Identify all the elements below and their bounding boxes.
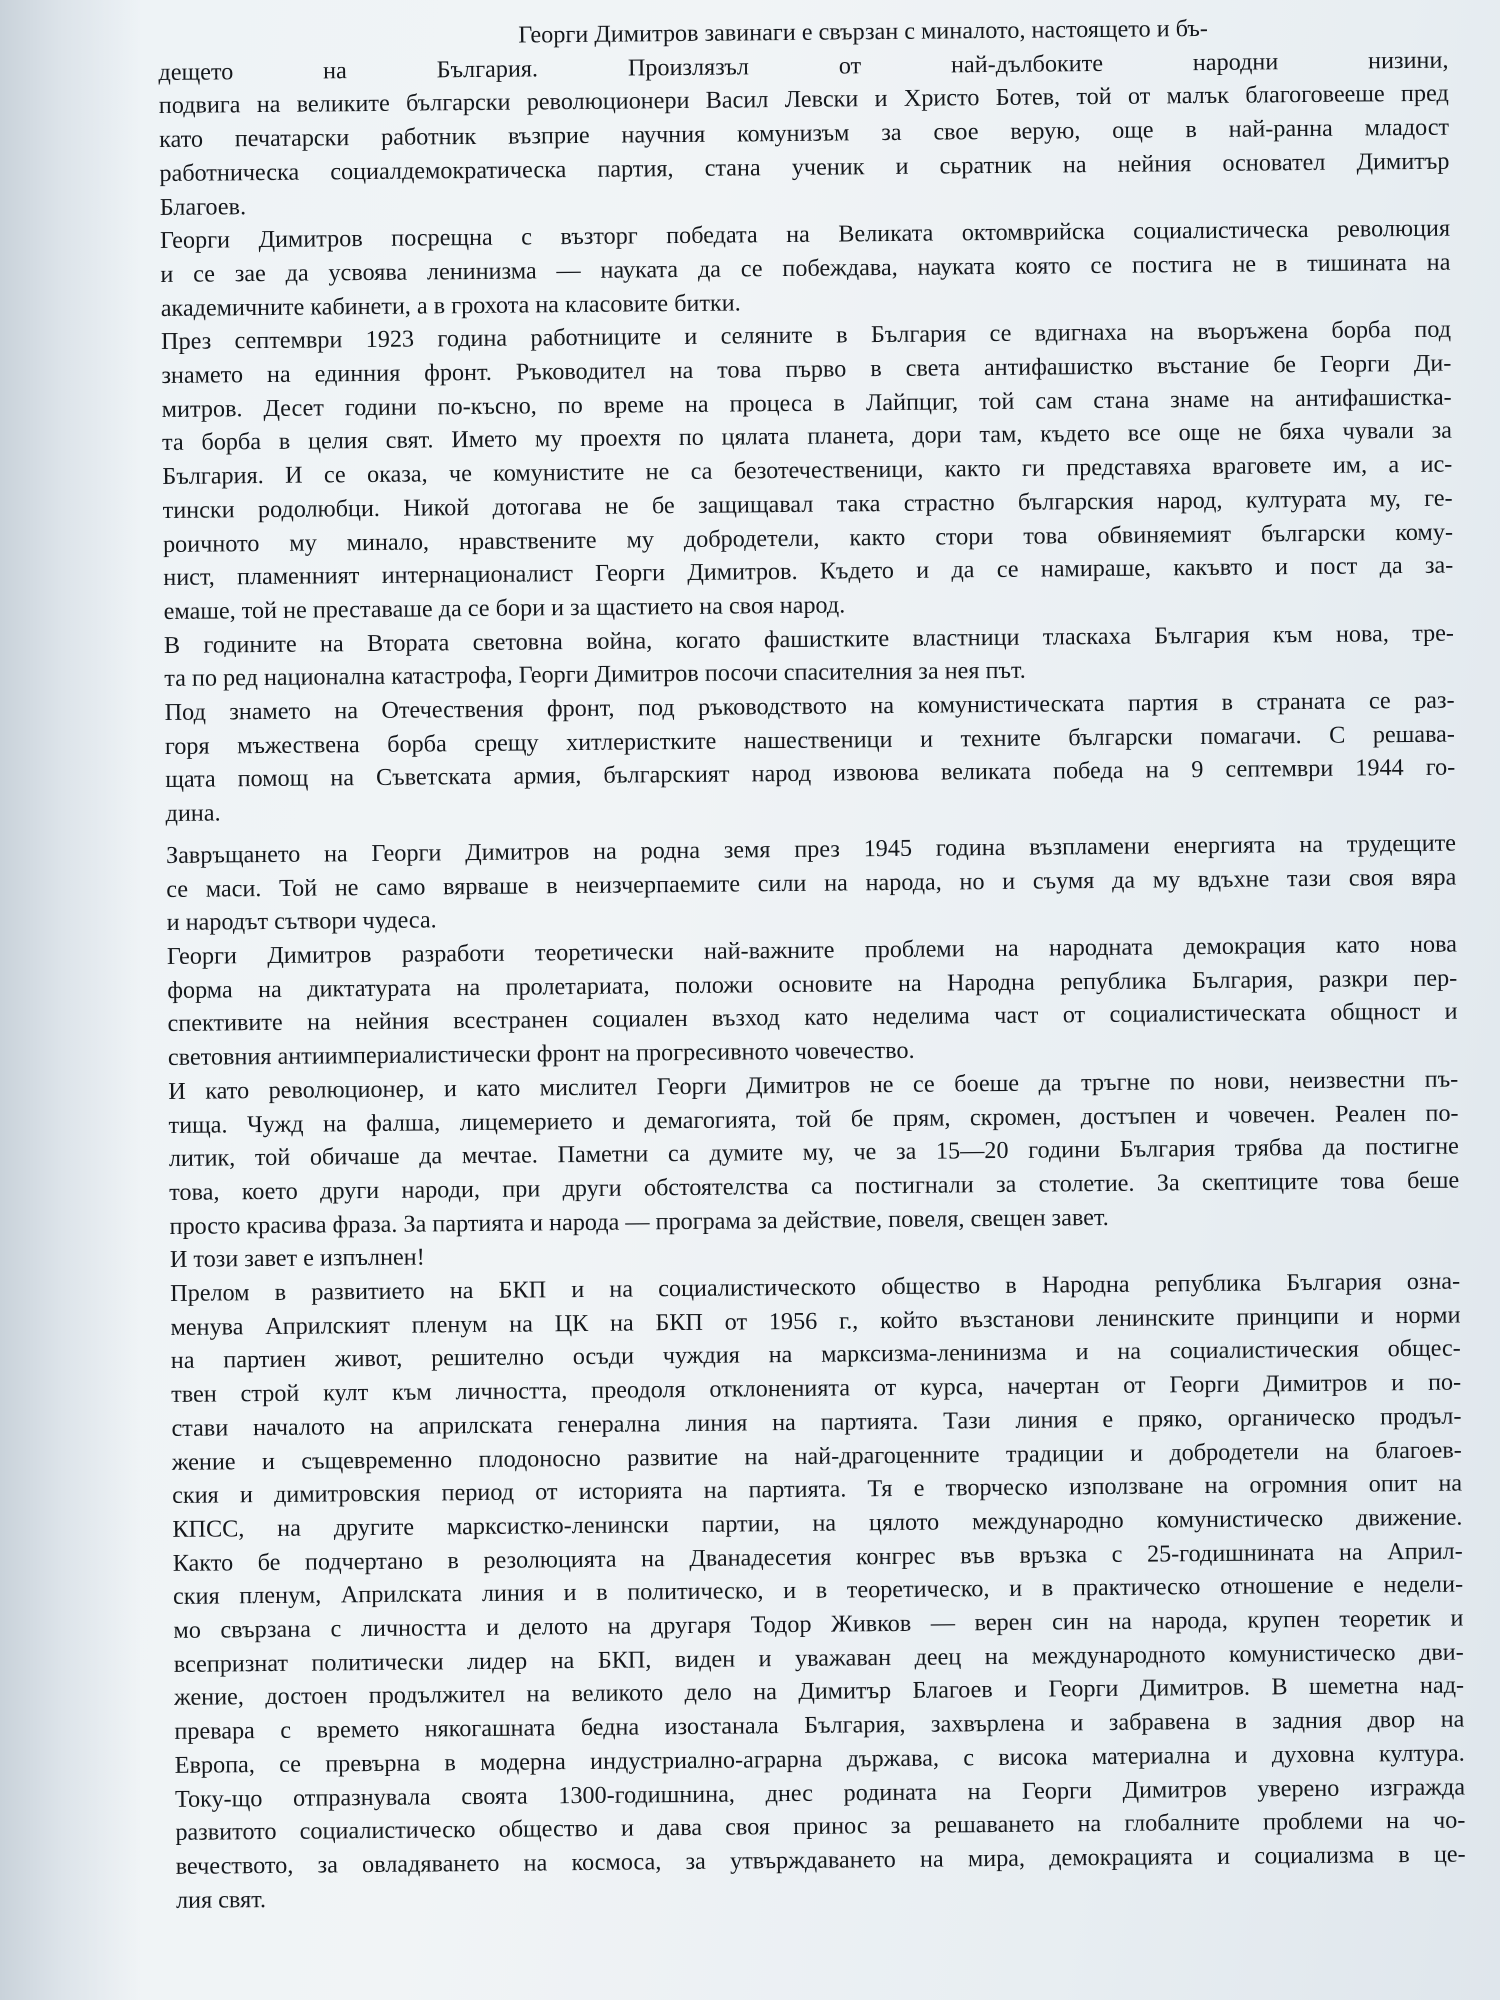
text-line: щата помощ на Съветската армия, българският народ извоюва великата победа на 9 септември 1944 го- [165, 754, 1456, 794]
text-line: стави началото на априлската генерална линия на партията. Тази линия е пряко, органическо продъл- [171, 1402, 1462, 1442]
text-line: Завръщането на Георги Димитров на родна земя през 1945 година възпламени енергията на трудещите [165, 829, 1457, 869]
text-line: мо свързана с личността и делото на другаря Тодор Живков — верен син на народа, крупен теоретик и [173, 1604, 1464, 1644]
text-line: менува Априлският пленум на ЦК на БКП от 1956 г., който възстанови ленинските принципи и норми [170, 1301, 1461, 1341]
text-line: на партиен живот, решително осъди чуждия на марксизма-ленинизма и на социалистическия общес- [170, 1334, 1461, 1375]
text-line: развитото социалистическо общество и дава своя принос за решаването на глобалните проблеми на чо- [175, 1806, 1466, 1847]
text-line: лия свят. [175, 1885, 267, 1914]
text-line: литик, той обичаше да мечтае. Паметни са думите му, че за 15—20 години България трябва да постигне [168, 1132, 1459, 1173]
text-line: КПСС, на другите марксистко-ленински партии, на цялото международно комунистическо движение. [172, 1503, 1463, 1543]
text-line: спективите на нейния всестранен социален възход като неделима част от социалистическата общност и [167, 997, 1458, 1038]
text-line: знамето на единния фронт. Ръководител на това първо в света антифашистко въстание бе Георги Ди- [161, 349, 1452, 390]
text-line: академичните кабинети, а в грохота на класовите битки. [160, 289, 741, 322]
text-line: През септември 1923 година работниците и селяните в България се вдигнаха на въоръжена борба под [160, 315, 1452, 356]
text-line: вечеството, за овладяването на космоса, за утвърждаването на мира, демокрацията и социализма в це- [175, 1840, 1466, 1880]
text-line: И като революционер, и като мислител Георги Димитров не се боеше да тръгне по нови, неизвестни пъ- [168, 1065, 1459, 1105]
text-line: твен строй култ към личността, преодоля отклоненията от курса, начертан от Георги Димитров и по- [171, 1368, 1462, 1409]
text-line: Благоев. [159, 192, 247, 221]
text-line: Както бе подчертано в резолюцията на Дванадесетия конгрес във връзка с 25-годишнината на Април- [172, 1537, 1463, 1577]
text-line: тища. Чужд на фалша, лицемерието и демагогията, той бе прям, скромен, достъпен и човечен. Реален по- [168, 1099, 1459, 1139]
text-line: България. И се оказа, че комунистите не са безотечественици, както ги представяха враговете им, а ис- [162, 450, 1453, 491]
text-line: Прелом в развитието на БКП и на социалистическото общество в Народна република България озна- [170, 1267, 1461, 1307]
text-line: та по ред национална катастрофа, Георги Димитров посочи спасителния за нея път. [164, 657, 1026, 693]
text-line: В годините на Втората световна война, когато фашистките властници тласкаха България към нова, тре- [163, 619, 1455, 659]
text-line: просто красива фраза. За партията и народа — програма за действие, повеля, свещен завет. [169, 1203, 1109, 1240]
body-text [158, 10, 1466, 1918]
text-line: дещето на България. Произлязъл от най-дълбоките народни низини, [158, 46, 1449, 86]
page-gutter-shadow [0, 0, 140, 2000]
text-line: Под знамето на Отечествения фронт, под ръководството на комунистическата партия в страната се раз- [164, 686, 1455, 727]
text-line: Европа, се превърна в модерна индустриално-аграрна държава, с висока материална и духовна култура. [174, 1739, 1465, 1779]
text-line: Георги Димитров разработи теоретически най-важните проблеми на народната демокрация като нова [166, 930, 1458, 970]
text-line: всепризнат политически лидер на БКП, виден и уважаван деец на международното комунистическо дви- [173, 1638, 1464, 1678]
text-line: форма на диктатурата на пролетариата, положи основите на Народна република България, разкри пер- [167, 964, 1458, 1004]
text-line: се маси. Той не само вярваше в неизчерпаемите сили на народа, но и съумя да му вдъхне тази своя вяра [166, 863, 1457, 903]
text-line: И този завет е изпълнен! [169, 1243, 425, 1274]
text-line: подвига на великите български революционери Васил Левски и Христо Ботев, той от малък благоговееше пред [158, 80, 1449, 120]
text-line: тински родолюбци. Никой дотогава не бе защищавал така страстно българския народ, културата му, ге- [162, 484, 1453, 524]
text-line: превара с времето някогашната бедна изостанала България, захвърлена и забравена в задния двор на [174, 1705, 1465, 1746]
text-line: ския пленум, Априлската линия и в политическо, и в теоретическо, и в практическо отношение е недели- [172, 1570, 1464, 1611]
text-line: емаше, той не преставаше да се бори и за щастието на своя народ. [163, 591, 846, 625]
text-line: роичното му минало, нравствените му добродетели, както стори това обвиняемият български кому- [162, 518, 1454, 558]
text-line: Току-що отпразнувала своята 1300-годишнина, днес родината на Георги Димитров уверено изгражда [174, 1773, 1466, 1813]
text-line: и народът сътвори чудеса. [166, 906, 437, 937]
text-line: и се зае да усвоява ленинизма — науката да се побеждава, науката която се постига не в тишината на [160, 248, 1451, 288]
text-line: световния антиимпериалистически фронт на прогресивното човечество. [167, 1036, 915, 1072]
text-line: Георги Димитров посрещна с възторг победата на Великата октомврийска социалистическа революция [159, 214, 1451, 255]
first-line: Георги Димитров завинаги е свързан с миналото, настоящето и бъ- [518, 14, 1209, 49]
text-line: дина. [165, 799, 221, 828]
text-line: митров. Десет години по-късно, по време на процеса в Лайпциг, той сам стана знаме на антифашистка- [161, 383, 1452, 423]
text-line: като печатарски работник възприе научния комунизъм за свое верую, още в най-ранна младост [158, 113, 1450, 154]
text-line: това, което други народи, при други обстоятелства са постигнали за столетие. За скептиците това беше [169, 1166, 1460, 1206]
text-line: нист, пламенният интернационалист Георги Димитров. Където и да се намираше, какъвто и пост да за- [163, 551, 1454, 592]
text-line: жение и същевременно плодоносно развитие на най-драгоценните традиции и добродетели на благоев- [171, 1436, 1462, 1476]
text-line: горя мъжествена борба срещу хитлеристките нашественици и техните български помагачи. С решава- [164, 720, 1456, 760]
text-line: жение, достоен продължител на великото дело на Димитър Благоев и Георги Димитров. В шеметна над- [173, 1671, 1465, 1712]
text-line: ския и димитровския период от историята на партията. Тя е творческо използване на огромния опит на [172, 1469, 1463, 1510]
text-line: та борба в целия свят. Името му проехтя по цялата планета, дори там, където все още не бяха чували за [161, 417, 1453, 457]
text-line: работническа социалдемократическа партия, стана ученик и сьратник на нейния основател Димитър [159, 147, 1450, 187]
